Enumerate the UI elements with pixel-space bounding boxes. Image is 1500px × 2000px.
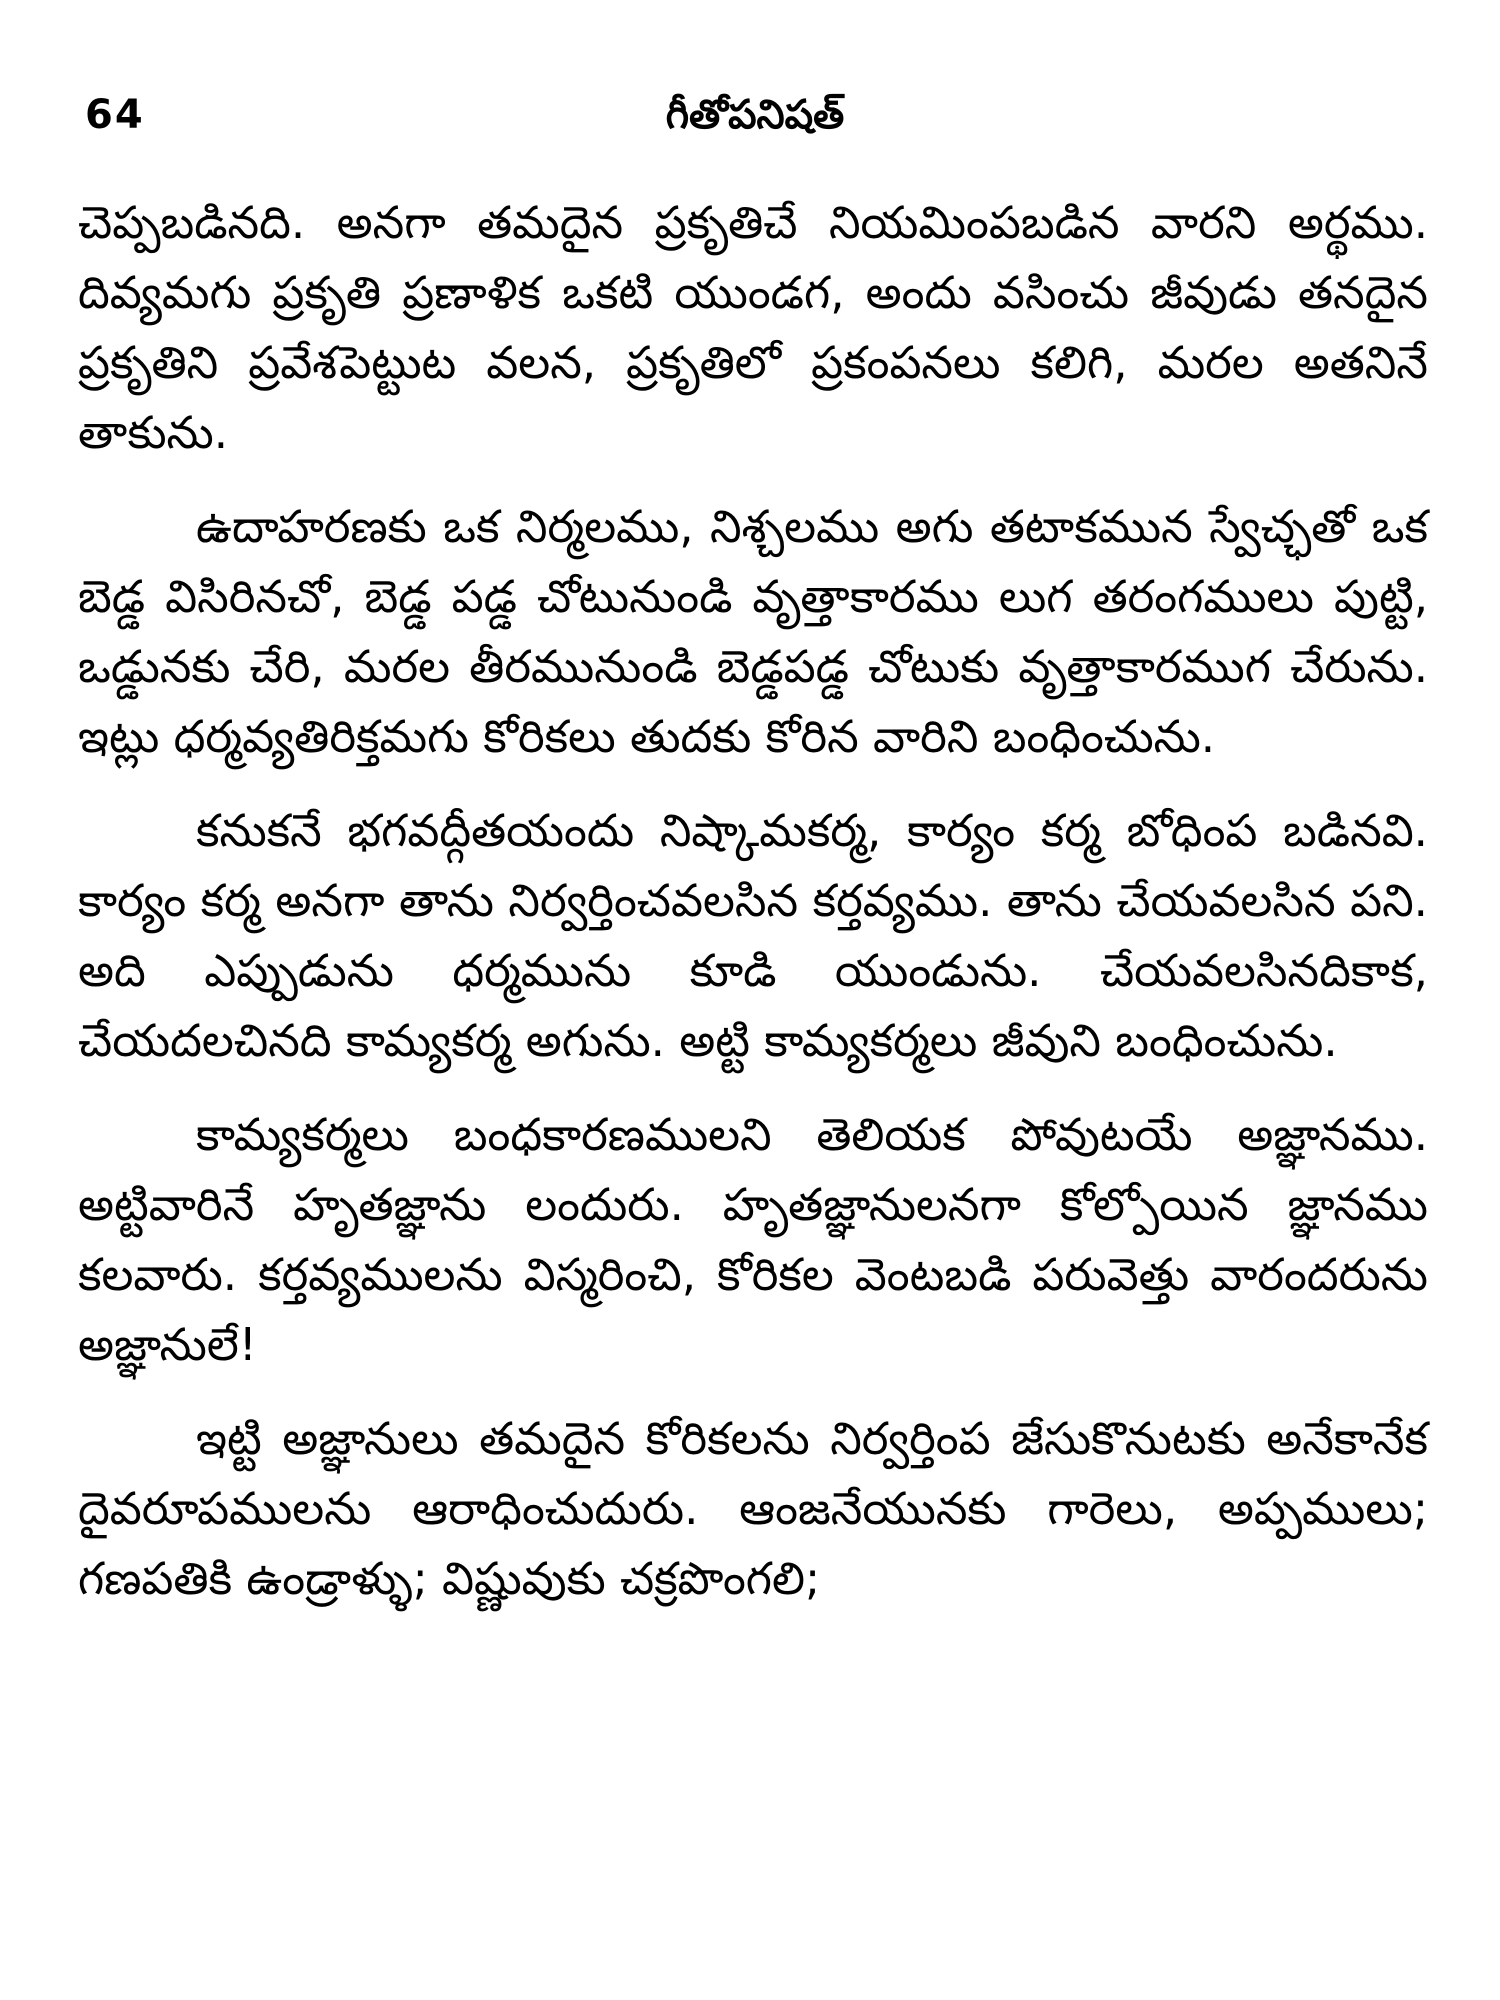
running-header — [85, 92, 1425, 152]
page-number: 64 — [85, 92, 145, 138]
paragraph-3: కనుకనే భగవద్గీతయందు నిష్కామకర్మ, కార్యం కర్మ బోధింప బడినవి. కార్యం కర్మ అనగా తాను నిర్వర్తించవలసిన కర్తవ్యము. తాను చేయవలసిన పని. అది ఎప్పుడును ధర్మమును కూడి యుండును. చేయవలసినదికాక, చేయదలచినది కామ్యకర్మ అగును. అట్టి కామ్యకర్మలు జీవుని బంధించును. — [78, 804, 1428, 1067]
paragraph-1: చెప్పబడినది. అనగా తమదైన ప్రకృతిచే నియమింపబడిన వారని అర్థము. దివ్యమగు ప్రకృతి ప్రణాళిక ఒకటి యుండగ, అందు వసించు జీవుడు తనదైన ప్రకృతిని ప్రవేశపెట్టుట వలన, ప్రకృతిలో ప్రకంపనలు కలిగి, మరల అతనినే తాకును. — [78, 196, 1428, 459]
body-text — [78, 188, 1428, 1638]
paragraph-4: కామ్యకర్మలు బంధకారణములని తెలియక పోవుటయే అజ్ఞానము. అట్టివారినే హృతజ్ఞాను లందురు. హృతజ్ఞానులనగా కోల్పోయిన జ్ఞానము కలవారు. కర్తవ్యములను విస్మరించి, కోరికల వెంటబడి పరువెత్తు వారందరును అజ్ఞానులే! — [78, 1108, 1428, 1371]
paragraph-2: ఉదాహరణకు ఒక నిర్మలము, నిశ్చలము అగు తటాకమున స్వేచ్ఛతో ఒక బెడ్డ విసిరినచో, బెడ్డ పడ్డ చోటునుండి వృత్తాకారము లుగ తరంగములు పుట్టి, ఒడ్డునకు చేరి, మరల తీరమునుండి బెడ్డపడ్డ చోటుకు వృత్తాకారముగ చేరును. ఇట్లు ధర్మవ్యతిరిక్తమగు కోరికలు తుదకు కోరిన వారిని బంధించును. — [78, 500, 1428, 763]
book-title: గీతోపనిషత్ — [665, 92, 845, 138]
paragraph-5: ఇట్టి అజ్ఞానులు తమదైన కోరికలను నిర్వర్తింప జేసుకొనుటకు అనేకానేక దైవరూపములను ఆరాధించుదురు. ఆంజనేయునకు గారెలు, అప్పములు; గణపతికి ఉండ్రాళ్ళు; విష్ణువుకు చక్రపొంగలి; — [78, 1412, 1428, 1605]
